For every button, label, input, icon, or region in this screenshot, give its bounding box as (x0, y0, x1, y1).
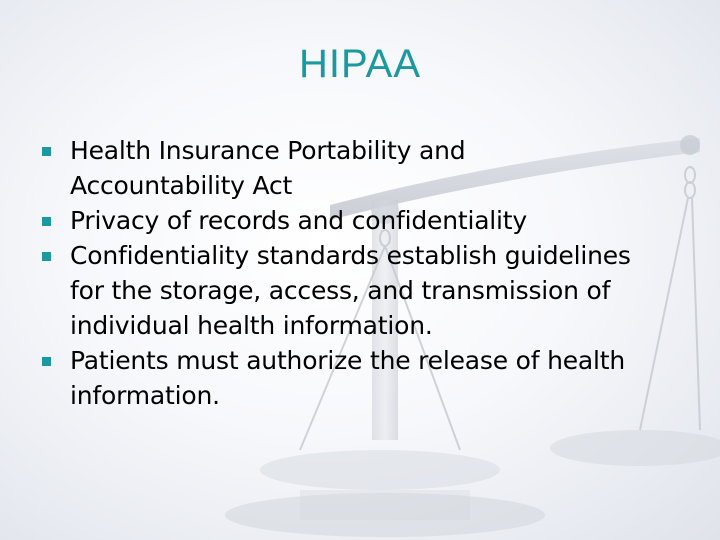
square-bullet-icon (42, 252, 51, 261)
square-bullet-icon (42, 147, 51, 156)
square-bullet-icon (42, 217, 51, 226)
bullet-text: Privacy of records and confidentiality (70, 206, 527, 235)
bullet-text: Confidentiality standards establish guidelines for the storage, access, and transmission of individual health information. (70, 241, 631, 340)
bullet-item (40, 238, 640, 343)
square-bullet-icon (42, 357, 51, 366)
bullet-text: Health Insurance Portability and Accountability Act (70, 136, 466, 200)
bullet-item (40, 343, 640, 413)
bullet-list (40, 133, 640, 413)
bullet-item (40, 133, 640, 203)
slide-title: HIPAA (298, 42, 422, 86)
bullet-text: Patients must authorize the release of health information. (70, 346, 626, 410)
bullet-item (40, 203, 640, 238)
